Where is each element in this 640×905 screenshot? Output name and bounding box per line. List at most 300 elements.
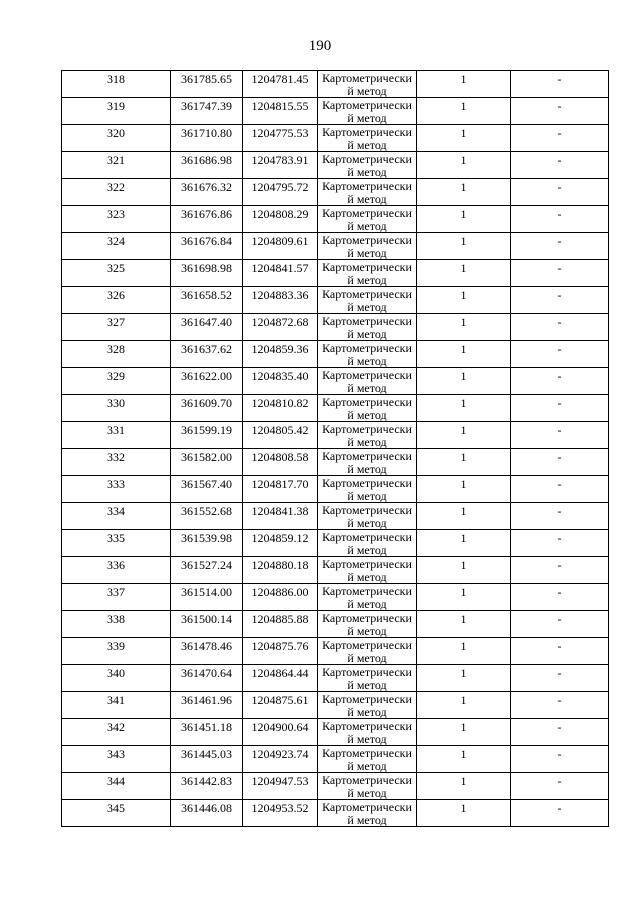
description-cell — [511, 179, 609, 206]
description-cell-text: - — [557, 747, 562, 761]
y-coordinate-cell — [243, 368, 318, 395]
method-cell — [318, 98, 417, 125]
y-coordinate-cell-text: 1204775.53 — [251, 126, 309, 140]
point-number-cell — [62, 665, 171, 692]
accuracy-cell — [417, 179, 511, 206]
point-number-cell — [62, 422, 171, 449]
accuracy-cell-text: 1 — [460, 585, 467, 599]
description-cell-text: - — [557, 288, 562, 302]
y-coordinate-cell-text: 1204783.91 — [251, 153, 309, 167]
accuracy-cell-text: 1 — [460, 180, 467, 194]
y-coordinate-cell-text: 1204835.40 — [251, 369, 309, 383]
point-number-cell-text: 340 — [107, 666, 125, 680]
point-number-cell — [62, 98, 171, 125]
point-number-cell-text: 320 — [107, 126, 125, 140]
accuracy-cell — [417, 800, 511, 827]
accuracy-cell — [417, 746, 511, 773]
description-cell-text: - — [557, 234, 562, 248]
accuracy-cell-text: 1 — [460, 396, 467, 410]
method-cell-text: Картометрически й метод — [322, 233, 412, 260]
table-row — [62, 341, 609, 368]
method-cell — [318, 260, 417, 287]
x-coordinate-cell — [171, 179, 243, 206]
point-number-cell — [62, 152, 171, 179]
method-cell-text: Картометрически й метод — [322, 206, 412, 233]
accuracy-cell-text: 1 — [460, 369, 467, 383]
accuracy-cell-text: 1 — [460, 747, 467, 761]
description-cell-text: - — [557, 342, 562, 356]
description-cell — [511, 530, 609, 557]
point-number-cell-text: 338 — [107, 612, 125, 626]
accuracy-cell-text: 1 — [460, 126, 467, 140]
point-number-cell-text: 337 — [107, 585, 125, 599]
method-cell-text: Картометрически й метод — [322, 665, 412, 692]
x-coordinate-cell-text: 361609.70 — [181, 396, 232, 410]
table-row — [62, 503, 609, 530]
method-cell-text: Картометрически й метод — [322, 746, 412, 773]
point-number-cell-text: 344 — [107, 774, 125, 788]
table-row — [62, 530, 609, 557]
method-cell-text: Картометрически й метод — [322, 287, 412, 314]
method-cell — [318, 341, 417, 368]
accuracy-cell-text: 1 — [460, 666, 467, 680]
method-cell — [318, 368, 417, 395]
y-coordinate-cell-text: 1204859.36 — [251, 342, 309, 356]
y-coordinate-cell-text: 1204953.52 — [251, 801, 309, 815]
accuracy-cell-text: 1 — [460, 450, 467, 464]
y-coordinate-cell — [243, 341, 318, 368]
table-row — [62, 611, 609, 638]
accuracy-cell-text: 1 — [460, 720, 467, 734]
y-coordinate-cell-text: 1204815.55 — [251, 99, 309, 113]
page-number: 190 — [308, 38, 332, 54]
accuracy-cell — [417, 287, 511, 314]
accuracy-cell-text: 1 — [460, 99, 467, 113]
description-cell-text: - — [557, 720, 562, 734]
point-number-cell — [62, 503, 171, 530]
x-coordinate-cell-text: 361710.80 — [181, 126, 232, 140]
description-cell — [511, 260, 609, 287]
accuracy-cell — [417, 98, 511, 125]
x-coordinate-cell-text: 361442.83 — [181, 774, 232, 788]
description-cell — [511, 395, 609, 422]
method-cell-text: Картометрически й метод — [322, 152, 412, 179]
table-row — [62, 719, 609, 746]
accuracy-cell — [417, 611, 511, 638]
x-coordinate-cell — [171, 611, 243, 638]
table-row — [62, 557, 609, 584]
x-coordinate-cell — [171, 665, 243, 692]
accuracy-cell-text: 1 — [460, 207, 467, 221]
y-coordinate-cell — [243, 125, 318, 152]
accuracy-cell — [417, 557, 511, 584]
x-coordinate-cell-text: 361658.52 — [181, 288, 232, 302]
y-coordinate-cell-text: 1204841.38 — [251, 504, 309, 518]
y-coordinate-cell-text: 1204872.68 — [251, 315, 309, 329]
table-row — [62, 422, 609, 449]
accuracy-cell — [417, 503, 511, 530]
y-coordinate-cell-text: 1204947.53 — [251, 774, 309, 788]
y-coordinate-cell-text: 1204875.76 — [251, 639, 309, 653]
y-coordinate-cell-text: 1204900.64 — [251, 720, 309, 734]
point-number-cell-text: 325 — [107, 261, 125, 275]
coordinates-table — [61, 70, 609, 827]
x-coordinate-cell — [171, 530, 243, 557]
description-cell — [511, 800, 609, 827]
y-coordinate-cell — [243, 71, 318, 98]
point-number-cell-text: 323 — [107, 207, 125, 221]
method-cell — [318, 638, 417, 665]
description-cell — [511, 773, 609, 800]
x-coordinate-cell — [171, 449, 243, 476]
x-coordinate-cell — [171, 800, 243, 827]
point-number-cell — [62, 260, 171, 287]
point-number-cell — [62, 611, 171, 638]
y-coordinate-cell — [243, 152, 318, 179]
description-cell-text: - — [557, 504, 562, 518]
description-cell — [511, 503, 609, 530]
y-coordinate-cell — [243, 557, 318, 584]
method-cell-text: Картометрически й метод — [322, 503, 412, 530]
y-coordinate-cell — [243, 611, 318, 638]
method-cell-text: Картометрически й метод — [322, 422, 412, 449]
table-row — [62, 368, 609, 395]
y-coordinate-cell — [243, 530, 318, 557]
description-cell-text: - — [557, 801, 562, 815]
method-cell — [318, 152, 417, 179]
x-coordinate-cell — [171, 422, 243, 449]
method-cell-text: Картометрически й метод — [322, 638, 412, 665]
method-cell — [318, 179, 417, 206]
accuracy-cell — [417, 206, 511, 233]
description-cell — [511, 557, 609, 584]
point-number-cell-text: 318 — [107, 72, 125, 86]
description-cell — [511, 449, 609, 476]
point-number-cell — [62, 179, 171, 206]
accuracy-cell — [417, 422, 511, 449]
description-cell — [511, 692, 609, 719]
y-coordinate-cell-text: 1204864.44 — [251, 666, 309, 680]
y-coordinate-cell-text: 1204875.61 — [251, 693, 309, 707]
accuracy-cell-text: 1 — [460, 504, 467, 518]
x-coordinate-cell-text: 361747.39 — [181, 99, 232, 113]
x-coordinate-cell-text: 361514.00 — [181, 585, 232, 599]
x-coordinate-cell — [171, 773, 243, 800]
method-cell-text: Картометрически й метод — [322, 692, 412, 719]
x-coordinate-cell — [171, 638, 243, 665]
method-cell — [318, 503, 417, 530]
y-coordinate-cell — [243, 206, 318, 233]
y-coordinate-cell-text: 1204781.45 — [251, 72, 309, 86]
table-row — [62, 125, 609, 152]
method-cell — [318, 422, 417, 449]
method-cell-text: Картометрически й метод — [322, 179, 412, 206]
point-number-cell-text: 333 — [107, 477, 125, 491]
x-coordinate-cell-text: 361478.46 — [181, 639, 232, 653]
point-number-cell — [62, 800, 171, 827]
method-cell-text: Картометрически й метод — [322, 800, 412, 827]
y-coordinate-cell-text: 1204880.18 — [251, 558, 309, 572]
table-row — [62, 773, 609, 800]
point-number-cell-text: 329 — [107, 369, 125, 383]
description-cell — [511, 287, 609, 314]
method-cell — [318, 287, 417, 314]
accuracy-cell — [417, 530, 511, 557]
x-coordinate-cell — [171, 746, 243, 773]
accuracy-cell — [417, 395, 511, 422]
point-number-cell — [62, 125, 171, 152]
method-cell-text: Картометрически й метод — [322, 773, 412, 800]
description-cell-text: - — [557, 72, 562, 86]
point-number-cell-text: 345 — [107, 801, 125, 815]
description-cell-text: - — [557, 558, 562, 572]
y-coordinate-cell — [243, 692, 318, 719]
table-row — [62, 476, 609, 503]
description-cell-text: - — [557, 693, 562, 707]
method-cell-text: Картометрически й метод — [322, 71, 412, 98]
description-cell-text: - — [557, 261, 562, 275]
description-cell — [511, 611, 609, 638]
x-coordinate-cell — [171, 503, 243, 530]
accuracy-cell-text: 1 — [460, 261, 467, 275]
description-cell-text: - — [557, 423, 562, 437]
description-cell — [511, 368, 609, 395]
point-number-cell — [62, 584, 171, 611]
description-cell-text: - — [557, 612, 562, 626]
point-number-cell — [62, 71, 171, 98]
point-number-cell — [62, 287, 171, 314]
method-cell — [318, 584, 417, 611]
accuracy-cell — [417, 665, 511, 692]
description-cell-text: - — [557, 153, 562, 167]
description-cell — [511, 638, 609, 665]
table-row — [62, 260, 609, 287]
table-row — [62, 746, 609, 773]
x-coordinate-cell-text: 361676.32 — [181, 180, 232, 194]
y-coordinate-cell-text: 1204808.58 — [251, 450, 309, 464]
x-coordinate-cell-text: 361637.62 — [181, 342, 232, 356]
table-row — [62, 71, 609, 98]
table-row — [62, 206, 609, 233]
x-coordinate-cell-text: 361552.68 — [181, 504, 232, 518]
method-cell — [318, 746, 417, 773]
method-cell-text: Картометрически й метод — [322, 557, 412, 584]
table-row — [62, 395, 609, 422]
y-coordinate-cell — [243, 584, 318, 611]
method-cell — [318, 557, 417, 584]
accuracy-cell — [417, 71, 511, 98]
method-cell — [318, 530, 417, 557]
x-coordinate-cell — [171, 125, 243, 152]
x-coordinate-cell-text: 361698.98 — [181, 261, 232, 275]
point-number-cell — [62, 368, 171, 395]
x-coordinate-cell-text: 361567.40 — [181, 477, 232, 491]
x-coordinate-cell-text: 361676.84 — [181, 234, 232, 248]
description-cell — [511, 71, 609, 98]
method-cell — [318, 692, 417, 719]
x-coordinate-cell — [171, 71, 243, 98]
accuracy-cell-text: 1 — [460, 693, 467, 707]
description-cell — [511, 206, 609, 233]
y-coordinate-cell — [243, 746, 318, 773]
table-row — [62, 98, 609, 125]
accuracy-cell-text: 1 — [460, 612, 467, 626]
accuracy-cell — [417, 584, 511, 611]
point-number-cell — [62, 746, 171, 773]
accuracy-cell — [417, 773, 511, 800]
accuracy-cell — [417, 125, 511, 152]
point-number-cell — [62, 557, 171, 584]
method-cell — [318, 395, 417, 422]
table-row — [62, 179, 609, 206]
y-coordinate-cell — [243, 800, 318, 827]
method-cell — [318, 125, 417, 152]
y-coordinate-cell — [243, 287, 318, 314]
y-coordinate-cell — [243, 719, 318, 746]
x-coordinate-cell-text: 361686.98 — [181, 153, 232, 167]
accuracy-cell-text: 1 — [460, 153, 467, 167]
point-number-cell-text: 330 — [107, 396, 125, 410]
x-coordinate-cell — [171, 287, 243, 314]
description-cell — [511, 314, 609, 341]
description-cell — [511, 665, 609, 692]
point-number-cell — [62, 773, 171, 800]
y-coordinate-cell-text: 1204809.61 — [251, 234, 309, 248]
point-number-cell — [62, 395, 171, 422]
point-number-cell-text: 343 — [107, 747, 125, 761]
method-cell — [318, 611, 417, 638]
x-coordinate-cell-text: 361446.08 — [181, 801, 232, 815]
description-cell-text: - — [557, 639, 562, 653]
description-cell-text: - — [557, 207, 562, 221]
description-cell-text: - — [557, 666, 562, 680]
y-coordinate-cell-text: 1204886.00 — [251, 585, 309, 599]
accuracy-cell — [417, 260, 511, 287]
x-coordinate-cell-text: 361676.86 — [181, 207, 232, 221]
accuracy-cell — [417, 233, 511, 260]
description-cell — [511, 233, 609, 260]
x-coordinate-cell-text: 361785.65 — [181, 72, 232, 86]
y-coordinate-cell-text: 1204883.36 — [251, 288, 309, 302]
description-cell-text: - — [557, 99, 562, 113]
description-cell-text: - — [557, 369, 562, 383]
method-cell-text: Картометрически й метод — [322, 530, 412, 557]
accuracy-cell-text: 1 — [460, 315, 467, 329]
description-cell-text: - — [557, 531, 562, 545]
method-cell — [318, 773, 417, 800]
method-cell-text: Картометрически й метод — [322, 341, 412, 368]
description-cell-text: - — [557, 477, 562, 491]
accuracy-cell-text: 1 — [460, 558, 467, 572]
accuracy-cell-text: 1 — [460, 531, 467, 545]
method-cell — [318, 449, 417, 476]
description-cell-text: - — [557, 126, 562, 140]
accuracy-cell — [417, 719, 511, 746]
description-cell — [511, 152, 609, 179]
method-cell-text: Картометрически й метод — [322, 449, 412, 476]
y-coordinate-cell-text: 1204810.82 — [251, 396, 309, 410]
method-cell — [318, 314, 417, 341]
accuracy-cell-text: 1 — [460, 234, 467, 248]
description-cell-text: - — [557, 774, 562, 788]
point-number-cell — [62, 719, 171, 746]
table-row — [62, 314, 609, 341]
y-coordinate-cell — [243, 638, 318, 665]
description-cell — [511, 719, 609, 746]
point-number-cell-text: 327 — [107, 315, 125, 329]
y-coordinate-cell — [243, 773, 318, 800]
y-coordinate-cell — [243, 503, 318, 530]
method-cell-text: Картометрически й метод — [322, 584, 412, 611]
method-cell-text: Картометрически й метод — [322, 314, 412, 341]
description-cell — [511, 341, 609, 368]
description-cell-text: - — [557, 180, 562, 194]
x-coordinate-cell-text: 361451.18 — [181, 720, 232, 734]
y-coordinate-cell — [243, 179, 318, 206]
y-coordinate-cell — [243, 314, 318, 341]
y-coordinate-cell — [243, 422, 318, 449]
point-number-cell-text: 331 — [107, 423, 125, 437]
point-number-cell-text: 342 — [107, 720, 125, 734]
method-cell-text: Картометрически й метод — [322, 125, 412, 152]
point-number-cell-text: 328 — [107, 342, 125, 356]
method-cell — [318, 719, 417, 746]
y-coordinate-cell-text: 1204859.12 — [251, 531, 309, 545]
accuracy-cell — [417, 476, 511, 503]
table-row — [62, 233, 609, 260]
x-coordinate-cell — [171, 314, 243, 341]
point-number-cell-text: 321 — [107, 153, 125, 167]
x-coordinate-cell-text: 361647.40 — [181, 315, 232, 329]
accuracy-cell-text: 1 — [460, 477, 467, 491]
x-coordinate-cell — [171, 719, 243, 746]
accuracy-cell — [417, 314, 511, 341]
method-cell-text: Картометрически й метод — [322, 368, 412, 395]
description-cell-text: - — [557, 450, 562, 464]
x-coordinate-cell — [171, 557, 243, 584]
x-coordinate-cell — [171, 341, 243, 368]
description-cell — [511, 476, 609, 503]
accuracy-cell — [417, 368, 511, 395]
description-cell-text: - — [557, 396, 562, 410]
accuracy-cell-text: 1 — [460, 342, 467, 356]
y-coordinate-cell-text: 1204808.29 — [251, 207, 309, 221]
point-number-cell — [62, 206, 171, 233]
accuracy-cell — [417, 341, 511, 368]
x-coordinate-cell — [171, 206, 243, 233]
method-cell — [318, 665, 417, 692]
method-cell — [318, 233, 417, 260]
x-coordinate-cell — [171, 152, 243, 179]
y-coordinate-cell — [243, 395, 318, 422]
y-coordinate-cell-text: 1204923.74 — [251, 747, 309, 761]
y-coordinate-cell-text: 1204795.72 — [251, 180, 309, 194]
accuracy-cell-text: 1 — [460, 72, 467, 86]
y-coordinate-cell-text: 1204817.70 — [251, 477, 309, 491]
point-number-cell-text: 326 — [107, 288, 125, 302]
description-cell — [511, 422, 609, 449]
point-number-cell-text: 322 — [107, 180, 125, 194]
method-cell-text: Картометрически й метод — [322, 98, 412, 125]
accuracy-cell-text: 1 — [460, 639, 467, 653]
point-number-cell — [62, 233, 171, 260]
table-row — [62, 152, 609, 179]
y-coordinate-cell — [243, 98, 318, 125]
y-coordinate-cell — [243, 665, 318, 692]
x-coordinate-cell — [171, 368, 243, 395]
point-number-cell-text: 332 — [107, 450, 125, 464]
description-cell-text: - — [557, 315, 562, 329]
